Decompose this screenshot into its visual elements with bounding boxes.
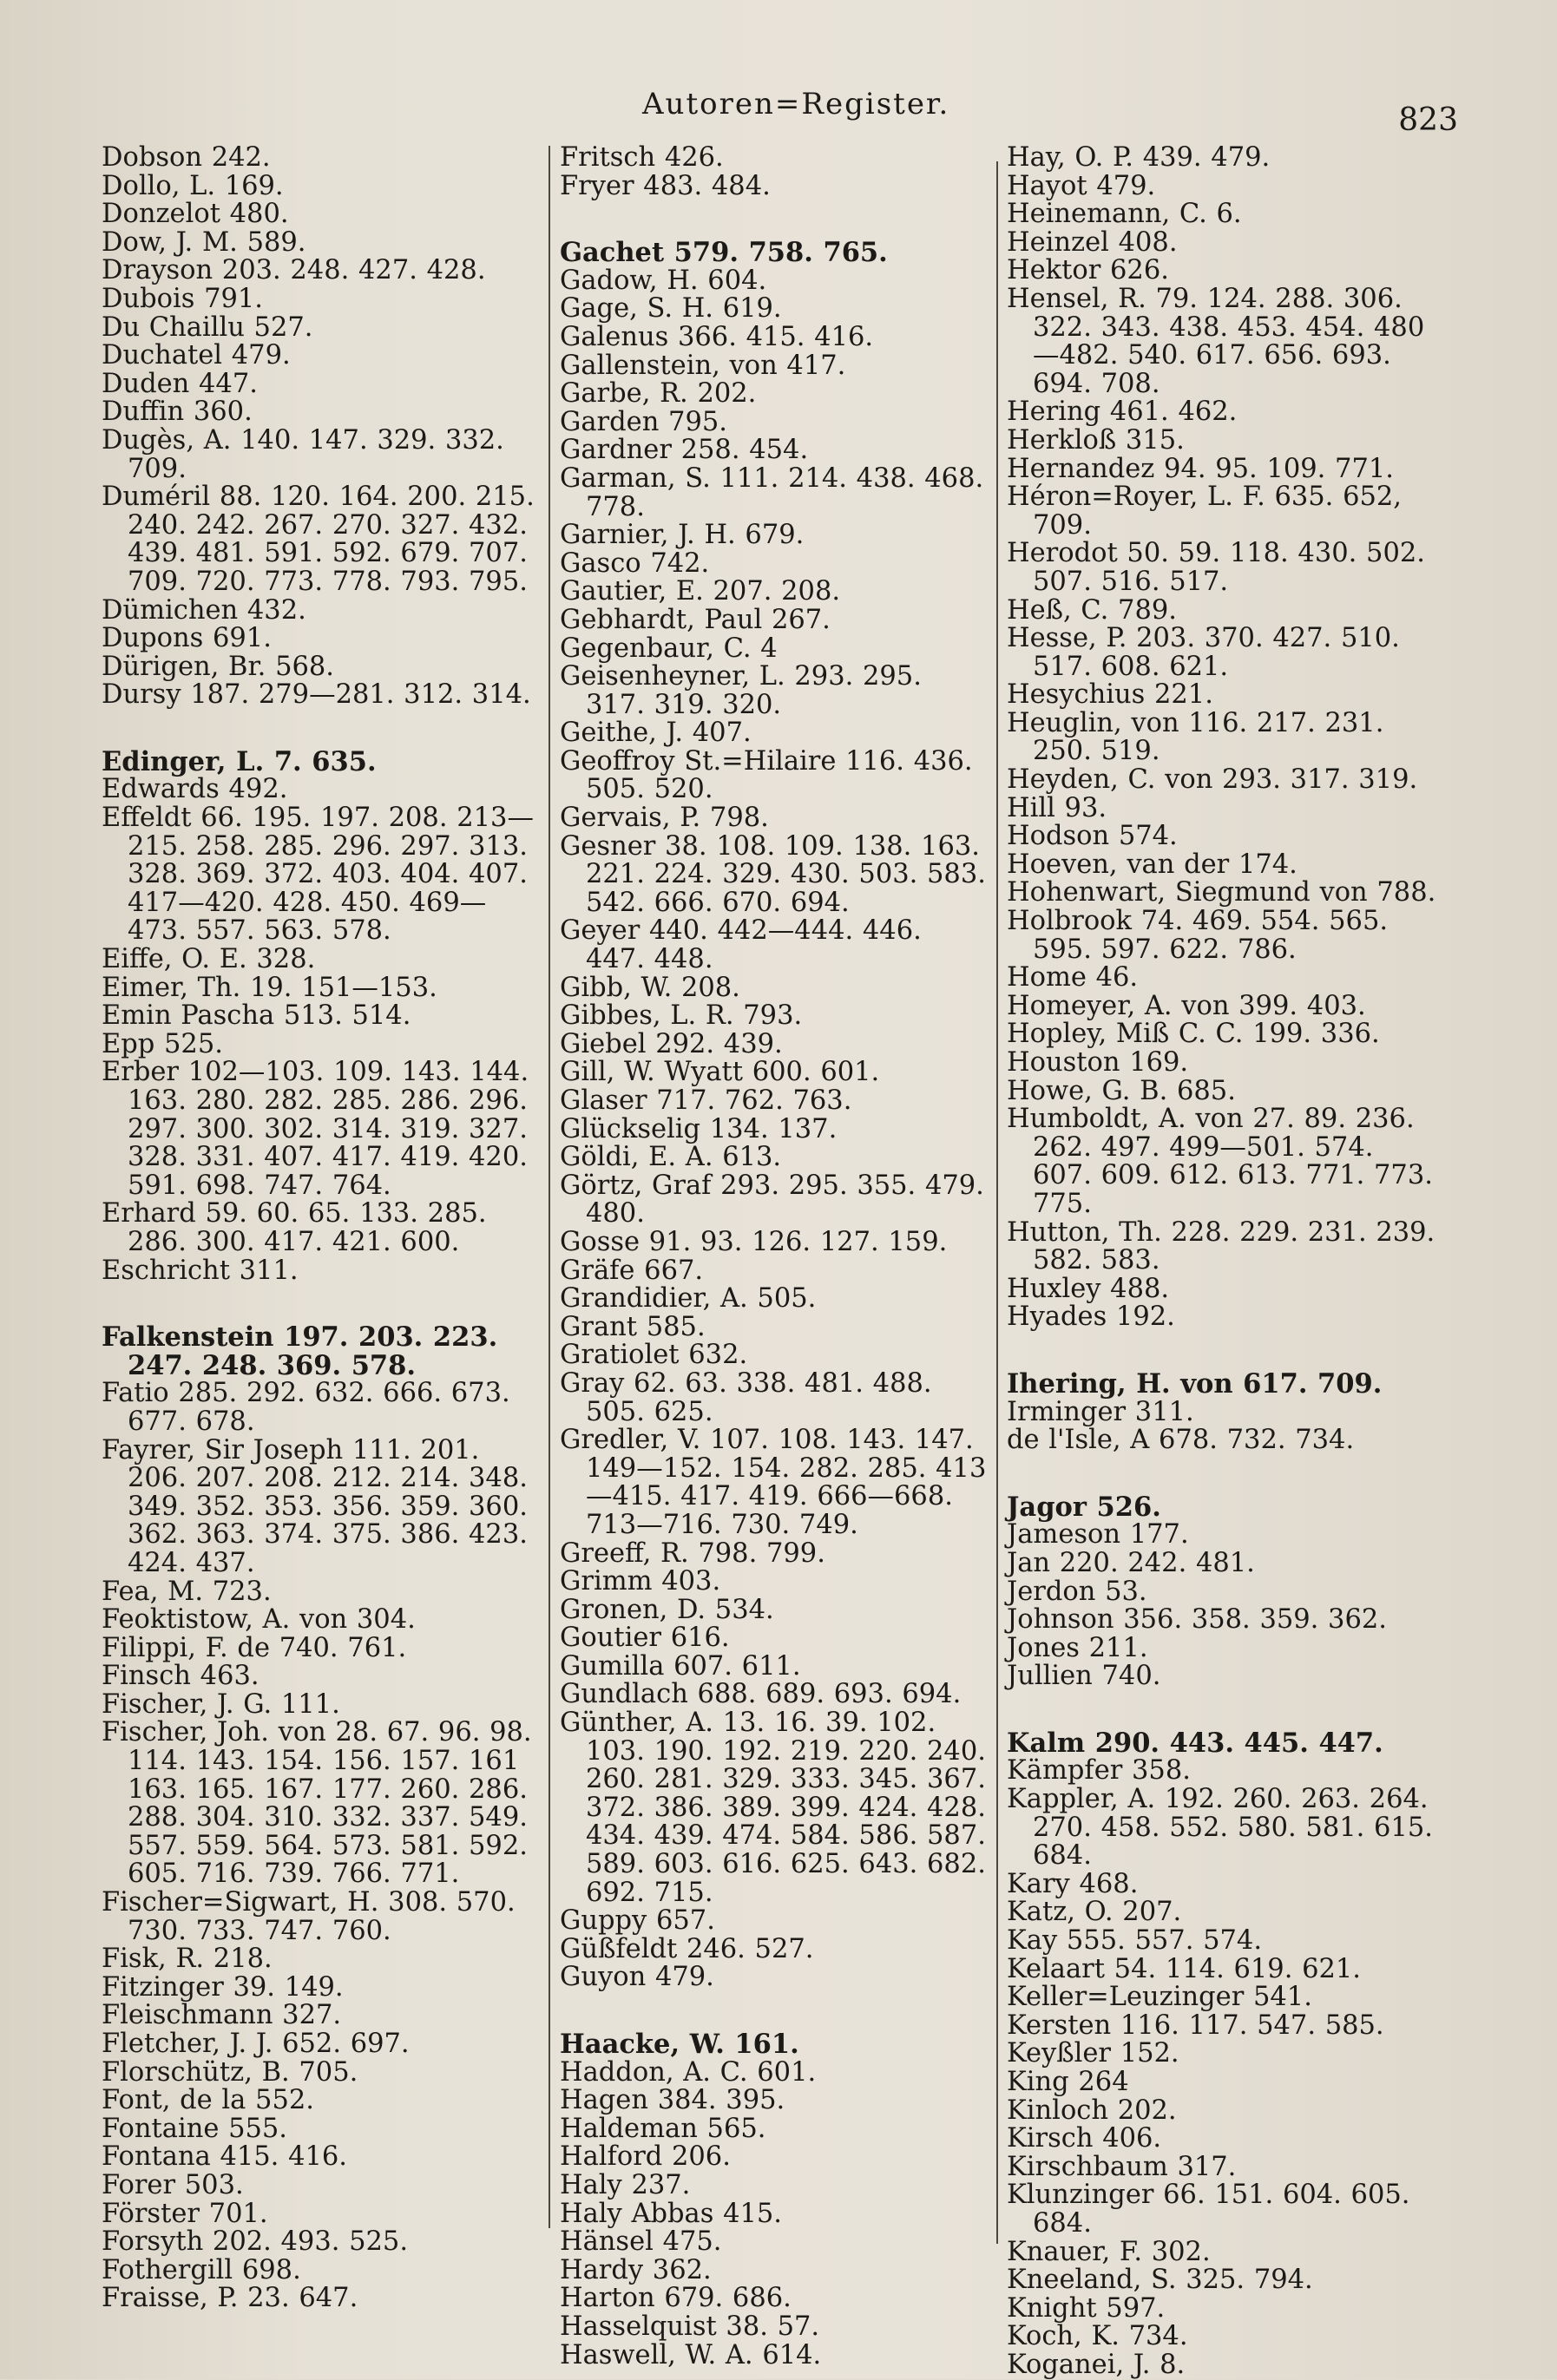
index-entry: Hoeven, van der 174.	[1007, 849, 1298, 880]
index-entry: Heuglin, von 116. 217. 231. 250. 519.	[1007, 707, 1384, 767]
index-entry: Heinzel 408.	[1007, 226, 1178, 258]
index-entry: Grimm 403.	[560, 1566, 721, 1597]
index-entry: Dürigen, Br. 568.	[102, 651, 334, 682]
index-entry: Dollo, L. 169.	[102, 170, 284, 201]
index-entry: Grandidier, A. 505.	[560, 1283, 817, 1315]
index-entry: Erhard 59. 60. 65. 133. 285. 286. 300. 417. 421. 600.	[102, 1198, 487, 1257]
index-entry: Jan 220. 242. 481.	[1007, 1547, 1255, 1578]
index-entry: Kämpfer 358.	[1007, 1755, 1191, 1787]
index-entry: Gibb, W. 208.	[560, 972, 740, 1003]
index-entry: Koch, K. 734.	[1007, 2321, 1188, 2352]
index-entry: Eschricht 311.	[102, 1255, 299, 1286]
index-entry: Heinemann, C. 6.	[1007, 199, 1242, 230]
index-entry: Gratiolet 632.	[560, 1340, 748, 1371]
index-entry: Héron=Royer, L. F. 635. 652, 709.	[1007, 482, 1402, 541]
index-entry: Gegenbaur, C. 4	[560, 633, 778, 664]
index-entry: Gervais, P. 798.	[560, 803, 769, 834]
index-entry: Kirsch 406.	[1007, 2123, 1162, 2154]
index-entry: Hopley, Miß C. C. 199. 336.	[1007, 1019, 1380, 1050]
index-entry: Hering 461. 462.	[1007, 397, 1238, 428]
index-entry: Hodson 574.	[1007, 821, 1178, 852]
index-entry: Keller=Leuzinger 541.	[1007, 1982, 1312, 2013]
index-entry: Kappler, A. 192. 260. 263. 264. 270. 458. 552. 580. 581. 615. 684.	[1007, 1784, 1433, 1872]
index-entry: Duméril 88. 120. 164. 200. 215. 240. 242. 267. 270. 327. 432. 439. 481. 591. 592. 679. 707. 709. 720. 773. 778. 793. 795.	[102, 482, 535, 597]
index-entry: Kalm 290. 443. 445. 447.	[1007, 1727, 1383, 1759]
index-entry: Garbe, R. 202.	[560, 378, 757, 410]
index-entry: Gredler, V. 107. 108. 143. 147. 149—152. 154. 282. 285. 413—415. 417. 419. 666—668. 713—716. 730. 749.	[560, 1425, 987, 1540]
index-entry: Gill, W. Wyatt 600. 601.	[560, 1057, 880, 1088]
index-entry: Dubois 791.	[102, 283, 263, 314]
index-entry: Dobson 242.	[102, 142, 271, 173]
index-entry: Hesse, P. 203. 370. 427. 510. 517. 608. 621.	[1007, 623, 1400, 682]
index-entry: Gebhardt, Paul 267.	[560, 604, 831, 635]
index-entry: Kinloch 202.	[1007, 2095, 1177, 2126]
index-entry: Giebel 292. 439.	[560, 1028, 783, 1059]
index-entry: Haly 237.	[560, 2169, 691, 2200]
letter-section-gap	[102, 1285, 544, 1323]
index-entry: Houston 169.	[1007, 1047, 1189, 1078]
index-entry: Forsyth 202. 493. 525.	[102, 2226, 409, 2258]
index-entry: Edwards 492.	[102, 774, 288, 805]
letter-section-gap	[560, 200, 989, 239]
index-entry: Gumilla 607. 611.	[560, 1650, 801, 1682]
index-entry: Jagor 526.	[1007, 1491, 1161, 1523]
index-entry: Gibbes, L. R. 793.	[560, 1000, 803, 1032]
index-entry: Jullien 740.	[1007, 1661, 1161, 1692]
index-entry: Epp 525.	[102, 1028, 223, 1059]
index-entry: Kay 555. 557. 574.	[1007, 1925, 1263, 1957]
index-entry: Hensel, R. 79. 124. 288. 306. 322. 343. 438. 453. 454. 480—482. 540. 617. 656. 693. 694. 708.	[1007, 283, 1425, 399]
index-entry: Jerdon 53.	[1007, 1576, 1147, 1607]
index-entry: Kneeland, S. 325. 794.	[1007, 2265, 1313, 2296]
index-entry: Fisk, R. 218.	[102, 1944, 273, 1975]
index-entry: Glückselig 134. 137.	[560, 1113, 838, 1144]
index-entry: Fischer=Sigwart, H. 308. 570. 730. 733. 747. 760.	[102, 1887, 516, 1946]
index-entry: Hayot 479.	[1007, 170, 1156, 201]
index-entry: Harton 679. 686.	[560, 2283, 792, 2314]
index-entry: Garman, S. 111. 214. 438. 468. 778.	[560, 462, 984, 522]
index-entry: Knauer, F. 302.	[1007, 2236, 1211, 2267]
index-entry: Dümichen 432.	[102, 594, 306, 626]
index-entry: Feoktistow, A. von 304.	[102, 1604, 416, 1636]
index-entry: Güßfeldt 246. 527.	[560, 1933, 814, 1964]
index-entry: Gronen, D. 534.	[560, 1594, 774, 1625]
index-entry: Ihering, H. von 617. 709.	[1007, 1367, 1383, 1400]
index-entry: Falkenstein 197. 203. 223. 247. 248. 369. 578.	[102, 1321, 498, 1381]
index-entry: Fontaine 555.	[102, 2113, 287, 2144]
index-entry: Kary 468.	[1007, 1868, 1139, 1899]
index-entry: Günther, A. 13. 16. 39. 102. 103. 190. 192. 219. 220. 240. 260. 281. 329. 333. 345. 367. 372. 386. 389. 399. 424. 428. 434. 439. 474. 584. 586. 587. 589. 603. 616. 625. 643. 682. 692. 715.	[560, 1708, 986, 1908]
index-entry: Halford 206.	[560, 2141, 731, 2173]
index-entry: Fontana 415. 416.	[102, 2141, 347, 2173]
letter-section-gap	[1007, 1455, 1441, 1493]
index-entry: Hesychius 221.	[1007, 679, 1213, 711]
index-entry: Fischer, J. G. 111.	[102, 1688, 340, 1720]
letter-section-gap	[560, 1992, 989, 2030]
index-entry: de l'Isle, A 678. 732. 734.	[1007, 1425, 1355, 1456]
index-entry: Effeldt 66. 195. 197. 208. 213—215. 258. 285. 296. 297. 313. 328. 369. 372. 403. 404. 407. 417—420. 428. 450. 469—473. 557. 563. 578.	[102, 803, 534, 947]
index-entry: Edinger, L. 7. 635.	[102, 745, 377, 777]
index-entry: Hyades 192.	[1007, 1301, 1175, 1333]
index-entry: Fea, M. 723.	[102, 1576, 272, 1607]
index-entry: Garden 795.	[560, 406, 727, 437]
index-entry: Goutier 616.	[560, 1623, 730, 1654]
index-entry: Emin Pascha 513. 514.	[102, 1000, 411, 1032]
index-entry: Greeff, R. 798. 799.	[560, 1537, 825, 1569]
index-entry: Gadow, H. 604.	[560, 265, 767, 296]
index-entry: Fletcher, J. J. 652. 697.	[102, 2029, 410, 2059]
index-entry: Fischer, Joh. von 28. 67. 96. 98. 114. 143. 154. 156. 157. 161 163. 165. 167. 177. 260. 286. 288. 304. 310. 332. 337. 549. 557. 559. 564. 573. 581. 592. 605. 716. 739. 766. 771.	[102, 1717, 532, 1890]
index-entry: Kersten 116. 117. 547. 585.	[1007, 2010, 1384, 2041]
index-entry: Fritsch 426.	[560, 142, 724, 173]
letter-section-gap	[1007, 1691, 1441, 1729]
index-entry: Gachet 579. 758. 765.	[560, 237, 888, 269]
index-entry: Fatio 285. 292. 632. 666. 673. 677. 678.	[102, 1378, 510, 1437]
index-entry: Guyon 479.	[560, 1962, 714, 1993]
index-entry: King 264	[1007, 2067, 1129, 2097]
index-entry: Huxley 488.	[1007, 1273, 1170, 1304]
index-entry: Keyßler 152.	[1007, 2038, 1179, 2069]
index-entry: Dugès, A. 140. 147. 329. 332. 709.	[102, 424, 504, 484]
letter-section-gap	[1007, 1332, 1441, 1370]
index-entry: Hagen 384. 395.	[560, 2085, 785, 2116]
index-entry: Haacke, W. 161.	[560, 2029, 799, 2060]
index-entry: Hernandez 94. 95. 109. 771.	[1007, 453, 1394, 484]
index-entry: Gardner 258. 454.	[560, 435, 809, 466]
index-entry: Görtz, Graf 293. 295. 355. 479. 480.	[560, 1170, 984, 1229]
column-divider	[549, 146, 550, 2228]
index-entry: Geoffroy St.=Hilaire 116. 436. 505. 520.	[560, 745, 973, 805]
index-entry: Heß, C. 789.	[1007, 594, 1177, 626]
index-entry: Dursy 187. 279—281. 312. 314.	[102, 679, 531, 711]
index-entry: Geyer 440. 442—444. 446. 447. 448.	[560, 915, 922, 975]
index-entry: Eimer, Th. 19. 151—153.	[102, 972, 437, 1003]
index-entry: Jameson 177.	[1007, 1519, 1189, 1551]
index-entry: Irminger 311.	[1007, 1396, 1194, 1427]
index-entry: Duden 447.	[102, 368, 258, 399]
index-entry: Haldeman 565.	[560, 2113, 766, 2144]
index-entry: Klunzinger 66. 151. 604. 605. 684.	[1007, 2180, 1410, 2239]
index-entry: Jones 211.	[1007, 1632, 1148, 1663]
index-entry: Glaser 717. 762. 763.	[560, 1085, 852, 1116]
index-entry: Duchatel 479.	[102, 340, 291, 371]
index-entry: Hardy 362.	[560, 2254, 712, 2285]
index-entry: Hill 93.	[1007, 792, 1107, 823]
index-entry: Holbrook 74. 469. 554. 565. 595. 597. 622. 786.	[1007, 906, 1389, 965]
index-entry: Fraisse, P. 23. 647.	[102, 2283, 358, 2314]
index-entry: Homeyer, A. von 399. 403.	[1007, 990, 1366, 1021]
index-entry: Fitzinger 39. 149.	[102, 1971, 344, 2003]
index-entry: Humboldt, A. von 27. 89. 236. 262. 497. 499—501. 574. 607. 609. 612. 613. 771. 773. 775.	[1007, 1104, 1433, 1219]
index-entry: Geisenheyner, L. 293. 295. 317. 319. 320.	[560, 661, 922, 720]
index-entry: Fryer 483. 484.	[560, 170, 771, 201]
index-entry: Gallenstein, von 417.	[560, 350, 846, 381]
index-entry: Hektor 626.	[1007, 255, 1169, 286]
index-column-2	[560, 144, 989, 2370]
index-entry: Hutton, Th. 228. 229. 231. 239. 582. 583.	[1007, 1216, 1435, 1276]
index-entry: Filippi, F. de 740. 761.	[102, 1632, 407, 1663]
index-entry: Johnson 356. 358. 359. 362.	[1007, 1604, 1387, 1636]
index-entry: Guppy 657.	[560, 1905, 715, 1937]
index-entry: Knight 597.	[1007, 2292, 1166, 2324]
index-entry: Grant 585.	[560, 1311, 706, 1342]
page-number: 823	[1398, 102, 1458, 138]
index-entry: Förster 701.	[102, 2198, 268, 2229]
letter-section-gap	[102, 710, 544, 748]
column-divider	[996, 161, 998, 2244]
index-entry: Gräfe 667.	[560, 1255, 704, 1286]
index-entry: Haddon, A. C. 601.	[560, 2056, 817, 2088]
index-entry: Dow, J. M. 589.	[102, 226, 306, 258]
index-entry: Forer 503.	[102, 2169, 244, 2200]
index-entry: Gesner 38. 108. 109. 138. 163. 221. 224. 329. 430. 503. 583. 542. 666. 670. 694.	[560, 830, 986, 918]
index-entry: Gray 62. 63. 338. 481. 488. 505. 625.	[560, 1367, 932, 1427]
index-entry: Haly Abbas 415.	[560, 2198, 782, 2229]
index-entry: Erber 102—103. 109. 143. 144. 163. 280. 282. 285. 286. 296. 297. 300. 302. 314. 319. 327. 328. 331. 407. 417. 419. 420. 591. 698. 747. 764.	[102, 1057, 529, 1201]
index-entry: Dupons 691.	[102, 623, 272, 654]
index-entry: Font, de la 552.	[102, 2085, 314, 2116]
index-entry: Gage, S. H. 619.	[560, 293, 782, 325]
index-entry: Garnier, J. H. 679.	[560, 520, 805, 551]
index-entry: Gundlach 688. 689. 693. 694.	[560, 1679, 962, 1710]
index-entry: Home 46.	[1007, 962, 1139, 993]
index-entry: Duffin 360.	[102, 397, 253, 428]
index-entry: Gasco 742.	[560, 547, 710, 579]
index-entry: Fayrer, Sir Joseph 111. 201. 206. 207. 208. 212. 214. 348. 349. 352. 353. 356. 359. 360. 362. 363. 374. 375. 386. 423. 424. 437.	[102, 1434, 528, 1578]
index-entry: Geithe, J. 407.	[560, 718, 752, 749]
index-entry: Heyden, C. von 293. 317. 319.	[1007, 764, 1418, 796]
index-entry: Hasselquist 38. 57.	[560, 2311, 820, 2342]
index-column-3	[1007, 144, 1441, 2380]
index-entry: Gautier, E. 207. 208.	[560, 576, 841, 607]
index-entry: Finsch 463.	[102, 1661, 260, 1692]
index-entry: Kelaart 54. 114. 619. 621.	[1007, 1953, 1361, 1984]
index-entry: Katz, O. 207.	[1007, 1897, 1182, 1928]
index-entry: Gosse 91. 93. 126. 127. 159.	[560, 1226, 948, 1257]
index-entry: Hänsel 475.	[560, 2226, 722, 2258]
index-entry: Haswell, W. A. 614.	[560, 2339, 822, 2370]
index-entry: Fleischmann 327.	[102, 2000, 342, 2031]
index-entry: Eiffe, O. E. 328.	[102, 944, 316, 975]
index-entry: Koganei, J. 8.	[1007, 2349, 1186, 2380]
index-entry: Howe, G. B. 685.	[1007, 1075, 1236, 1106]
index-column-1	[102, 144, 544, 2313]
index-entry: Herodot 50. 59. 118. 430. 502. 507. 516. 517.	[1007, 538, 1425, 597]
index-entry: Donzelot 480.	[102, 199, 289, 230]
index-entry: Florschütz, B. 705.	[102, 2056, 358, 2088]
index-entry: Herkloß 315.	[1007, 424, 1185, 456]
index-entry: Göldi, E. A. 613.	[560, 1142, 782, 1173]
index-entry: Du Chaillu 527.	[102, 311, 313, 343]
running-header: Autoren=Register.	[642, 87, 950, 121]
index-entry: Drayson 203. 248. 427. 428.	[102, 255, 486, 286]
index-entry: Kirschbaum 317.	[1007, 2151, 1237, 2182]
index-entry: Hay, O. P. 439. 479.	[1007, 142, 1271, 173]
index-entry: Galenus 366. 415. 416.	[560, 321, 874, 352]
index-entry: Hohenwart, Siegmund von 788.	[1007, 877, 1436, 908]
index-entry: Fothergill 698.	[102, 2254, 301, 2285]
